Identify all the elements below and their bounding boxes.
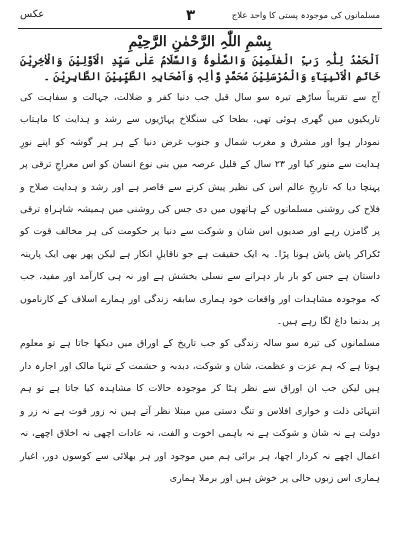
opening-dua: اَلْحَمْدُ لِلّٰہِ رَبِّ الْعٰلَمِیْنَ وَالصَّلٰوۃُ وَالسَّلَامُ عَلٰی سَیِّدِ الْاَوَّلِیْنَ وَالْاٰخِرِیْنَ خَاتَمِ الْاَنْبِیَآءِ وَالْمُرْسَلِیْنَ مُحَمَّدٍ وَّاٰلِہٖ وَاَصْحَابِہِ الطَّیِّبِیْنَ الطَّاہِرِیْنَ ۔ bbox=[20, 55, 380, 83]
header-rule bbox=[18, 28, 382, 29]
paragraph-1: آج سے تقریباً ساڑھے تیرہ سو سال قبل جب دنیا کفر و ضلالت، جہالت و سفاہت کی تاریکیوں میں گھری ہوئی تھی، بطحا کی سنگلاخ پہاڑیوں سے رشد و ہدایت کا ماہتاب نمودار ہوا اور مشرق و مغرب شمال و جنوب غرض دنیا کے ہر ہر گوشہ کو اپنے نورِ ہدایت سے منور کیا اور ۲۳ سال کے قلیل عرصہ میں بنی نوع انسان کو اس معراجِ ترقی پر پہنچا دیا کہ تاریخِ عالم اس کی نظیر پیش کرنے سے قاصر ہے اور رشد و ہدایت صلاح و فلاح کی روشنی مسلمانوں کے ہاتھوں میں دی جس کی روشنی میں ہمیشہ شاہراہِ ترقی پر گامزن رہے اور صدیوں اس شان و شوکت سے دنیا پر حکومت کی ہر مخالف قوت کو ٹکراکر پاش پاش ہونا پڑا۔ یہ ایک حقیقت ہے جو ناقابلِ انکار ہے لیکن پھر بھی ایک پارینہ داستان ہے جس کو بار بار دہرانے سے نسلی بخشش ہے اور نہ ہی کارآمد اور مفید، جب کہ موجودہ مشاہدات اور واقعات خود ہماری سابقہ زندگی اور ہمارے اسلاف کے کارناموں پر بدنما داغ لگا رہے ہیں۔ bbox=[20, 92, 380, 328]
body-text bbox=[20, 87, 380, 490]
bismillah-heading: بِسْمِ اللّٰہِ الرَّحْمٰنِ الرَّحِیْمِ bbox=[128, 34, 272, 50]
page-number: ٣ bbox=[186, 6, 196, 24]
page-header bbox=[18, 6, 382, 28]
paragraph-2: مسلمانوں کی تیرہ سو سالہ زندگی کو جب تاریخ کے اوراق میں دیکھا جاتا ہے تو معلوم ہوتا ہے کہ ہم عزت و عظمت، شان و شوکت، دبدبہ و حشمت کے تنہا مالک اور اجارہ دار ہیں لیکن جب ان اوراق سے نظر ہٹا کر موجودہ حالات کا مشاہدہ کیا جاتا ہے تو ہم انتہائی ذلت و خواری افلاس و تنگ دستی میں مبتلا نظر آتے ہیں نہ زور قوت ہے نہ زر و دولت ہے نہ شان و شوکت ہے نہ باہمی اخوت و الفت، نہ عادات اچھی نہ اخلاق اچھے، نہ اعمال اچھے نہ کردار اچھا، ہر برائی ہم میں موجود اور ہر بھلائی سے کوسوں دور، اغیار ہماری اس زبوں حالی پر خوش ہیں اور برملا ہماری bbox=[20, 338, 380, 484]
running-title: مسلمانوں کی موجودہ پستی کا واحد علاج bbox=[231, 11, 380, 21]
document-page bbox=[18, 6, 382, 526]
header-label: عکس bbox=[20, 9, 45, 20]
